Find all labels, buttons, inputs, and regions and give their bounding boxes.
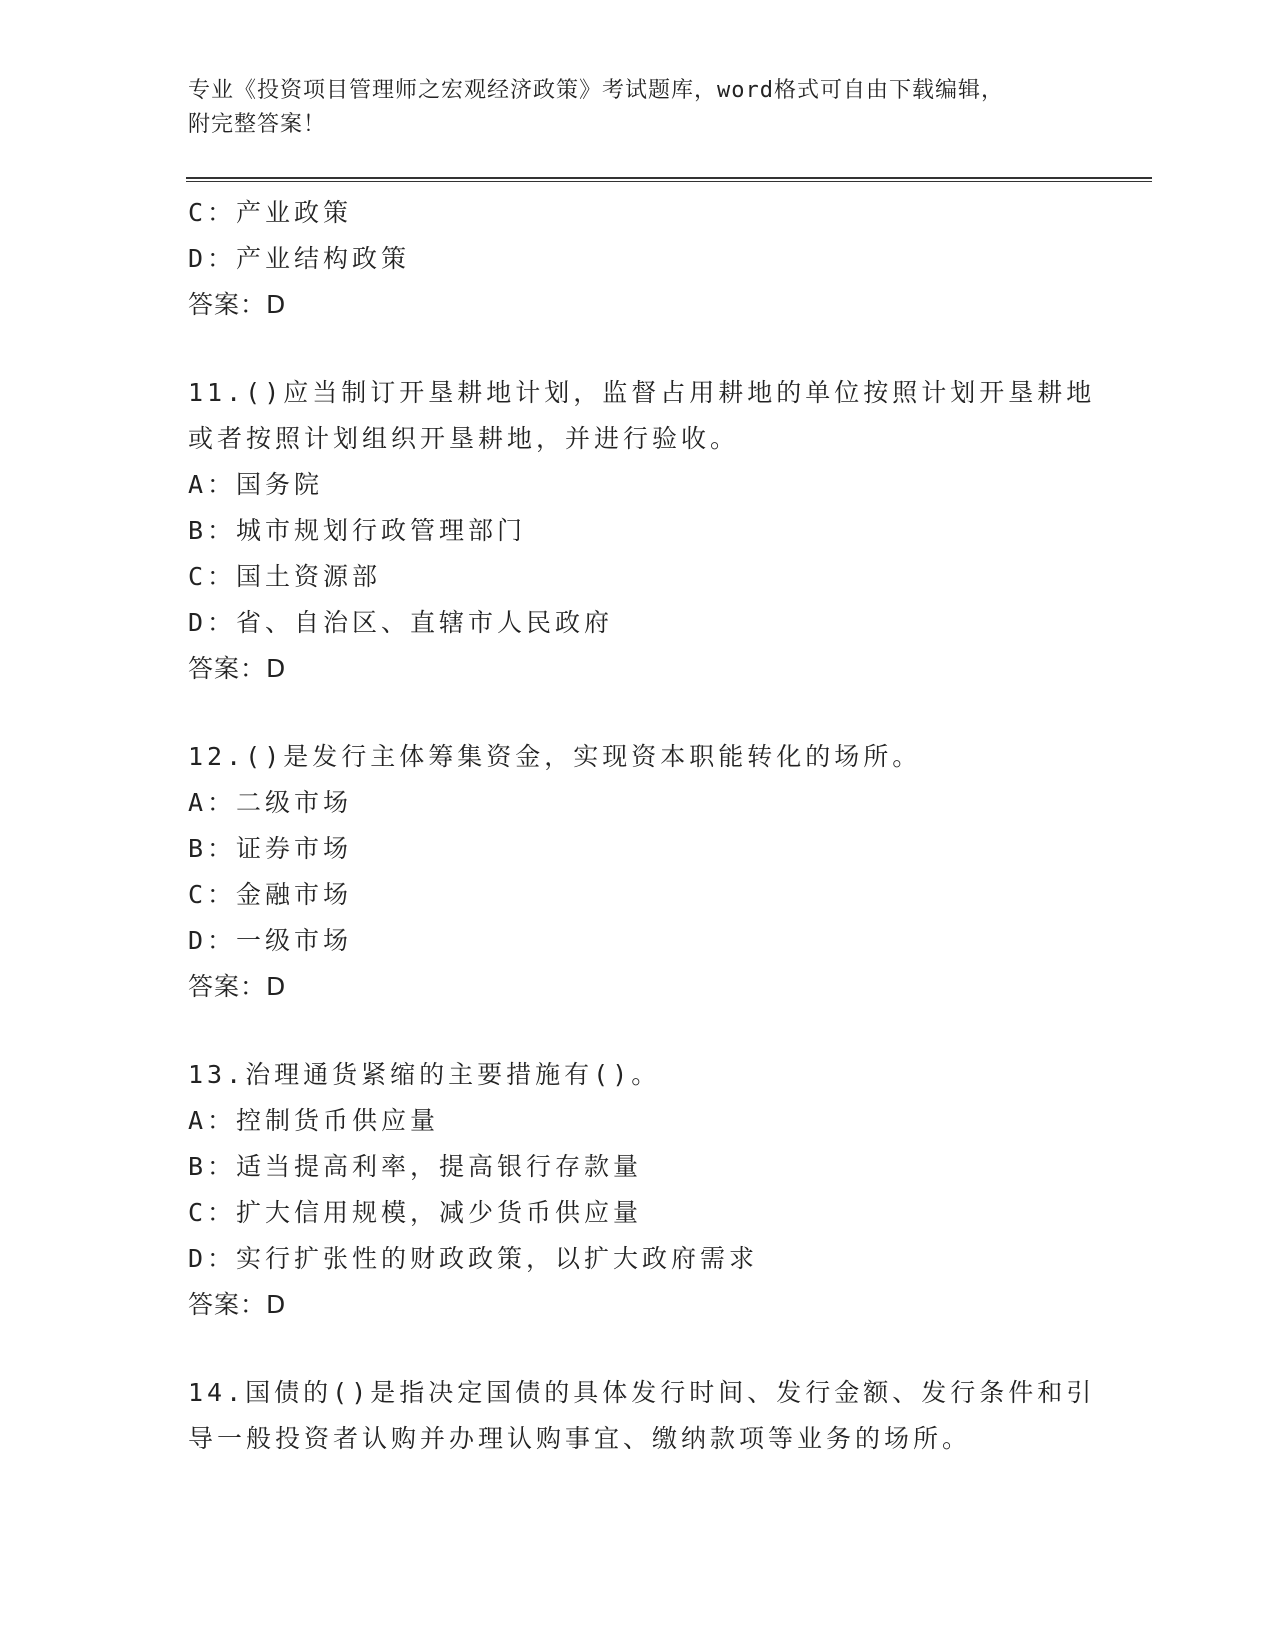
question-stem: 13.治理通货紧缩的主要措施有()。 — [188, 1060, 661, 1089]
question-stem: 14.国债的()是指决定国债的具体发行时间、发行金额、发行条件和引 — [188, 1378, 1096, 1407]
answer: 答案：D — [188, 290, 287, 319]
header-divider — [186, 177, 1152, 182]
question-block-prev — [188, 190, 1088, 328]
option-d: D：省、自治区、直辖市人民政府 — [188, 608, 614, 637]
answer: 答案：D — [188, 1290, 287, 1319]
option-a: A：控制货币供应量 — [188, 1106, 440, 1135]
option-b: B：城市规划行政管理部门 — [188, 516, 527, 545]
question-stem: 11.()应当制订开垦耕地计划，监督占用耕地的单位按照计划开垦耕地 — [188, 378, 1096, 407]
document-body — [188, 190, 1096, 1462]
option-d: D：一级市场 — [188, 926, 353, 955]
question-stem: 12.()是发行主体筹集资金，实现资本职能转化的场所。 — [188, 742, 922, 771]
header-line-2: 附完整答案！ — [188, 112, 327, 137]
question-stem: 导一般投资者认购并办理认购事宜、缴纳款项等业务的场所。 — [188, 1424, 972, 1453]
question-block-12 — [188, 734, 1088, 1010]
option-d: D：产业结构政策 — [188, 244, 411, 273]
option-b: B：适当提高利率，提高银行存款量 — [188, 1152, 643, 1181]
option-a: A：国务院 — [188, 470, 324, 499]
question-block-14 — [188, 1370, 1096, 1462]
page-header — [188, 74, 1088, 142]
question-block-13 — [188, 1052, 1088, 1328]
answer: 答案：D — [188, 654, 287, 683]
question-stem: 或者按照计划组织开垦耕地，并进行验收。 — [188, 424, 740, 453]
option-b: B：证券市场 — [188, 834, 353, 863]
option-c: C：扩大信用规模，减少货币供应量 — [188, 1198, 643, 1227]
answer: 答案：D — [188, 972, 287, 1001]
option-c: C：金融市场 — [188, 880, 353, 909]
option-d: D：实行扩张性的财政政策，以扩大政府需求 — [188, 1244, 759, 1273]
option-c: C：产业政策 — [188, 198, 353, 227]
option-a: A：二级市场 — [188, 788, 353, 817]
header-line-1: 专业《投资项目管理师之宏观经济政策》考试题库，word格式可自由下载编辑， — [188, 78, 1004, 103]
option-c: C：国土资源部 — [188, 562, 382, 591]
question-block-11 — [188, 370, 1096, 692]
